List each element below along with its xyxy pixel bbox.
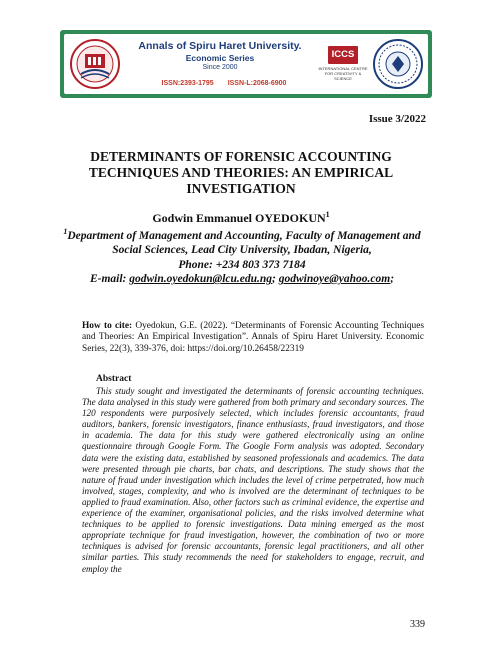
iccs-badge: ICCS <box>328 46 358 64</box>
author-sup: 1 <box>325 210 330 219</box>
email-separator: ; <box>272 273 276 286</box>
email-link-1[interactable]: godwin.oyedokun@lcu.edu.ng <box>129 273 273 286</box>
page-number: 339 <box>410 619 425 630</box>
abstract-text: This study sought and investigated the determinants of forensic accounting techniques. The data analysed in this study were gathered from both primary and secondary sources. The 120 respondents were purposively selected, which includes forensic accountants, fraud auditors, bankers, forensic investigators, finance enthusiasts, fraud investigators, and those in academia. The data for this study were gathered electronically using an online questionnaire through Google Form. The Google Form analysis was adopted. Secondary data were the existing data, established by seasoned professionals and academics. The data were presented through pie charts, bar chats, and descriptions. The study shows that the nature of fraud under investigation which includes the level of crime perpetrated, how much involved, stages, complexity, and who is involved are the determinant of techniques to be applied to fraud examination. Also, other factors such as criminal evidence, the expertise and experience of the examiner, organisational policies, and the risks involved determine what techniques to be applied to forensic investigations. Data mining emerged as the most appropriate technique for fraud investigation, however, the combination of two or more techniques is advised for forensic accountants, forensic legal practitioners, and all other similar parties. This study recommends the need for stakeholders to engage, recruit, and employ the <box>82 386 424 574</box>
abstract-heading: Abstract <box>96 374 132 384</box>
email-label: E-mail: <box>89 273 127 286</box>
citation-label: How to cite: <box>82 321 133 331</box>
citation-text: Oyedokun, G.E. (2022). “Determinants of Forensic Accounting Techniques and Theories: An Empirical Investigation”. Annals of Spiru Haret University. Economic Series, 22(3), 339-376, doi: https://doi.org/10.26458/22319 <box>82 321 424 354</box>
issn-online: ISSN-L:2068-6900 <box>227 80 287 87</box>
journal-name: Annals of Spiru Haret University. <box>138 40 302 52</box>
journal-banner <box>60 30 432 98</box>
author-name: Godwin Emmanuel OYEDOKUN <box>152 211 326 225</box>
university-logo-icon <box>69 38 121 90</box>
series-name: Economic Series <box>185 53 255 63</box>
citation-block <box>82 321 424 355</box>
affiliation-block <box>62 225 422 287</box>
affiliation-email <box>62 272 422 287</box>
iccs-logo <box>316 42 370 86</box>
email-link-2[interactable]: godwinoye@yahoo.com <box>278 273 391 286</box>
affiliation-text: Department of Management and Accounting, Faculty of Management and Social Sciences, Lead City University, Ibadan, Nigeria, <box>67 229 421 257</box>
affiliation-sup: 1 <box>63 227 68 236</box>
issue-label: Issue 3/2022 <box>368 113 426 125</box>
since-label: Since 2000 <box>202 64 238 71</box>
iccs-subtitle: INTERNATIONAL CENTRE FOR CREATIVITY & SCIENCE <box>318 66 368 81</box>
seal-icon <box>372 37 424 91</box>
affiliation-dept <box>62 225 422 258</box>
issn-row <box>138 80 310 87</box>
banner-inner <box>64 34 428 94</box>
paper-title: DETERMINANTS OF FORENSIC ACCOUNTING TECHNIQUES AND THEORIES: AN EMPIRICAL INVESTIGATION <box>88 149 394 196</box>
email-end: ; <box>390 273 395 286</box>
issn-print: ISSN:2393-1795 <box>161 80 214 87</box>
author-line <box>60 210 422 226</box>
banner-text <box>130 34 310 94</box>
affiliation-phone: Phone: +234 803 373 7184 <box>178 258 306 271</box>
